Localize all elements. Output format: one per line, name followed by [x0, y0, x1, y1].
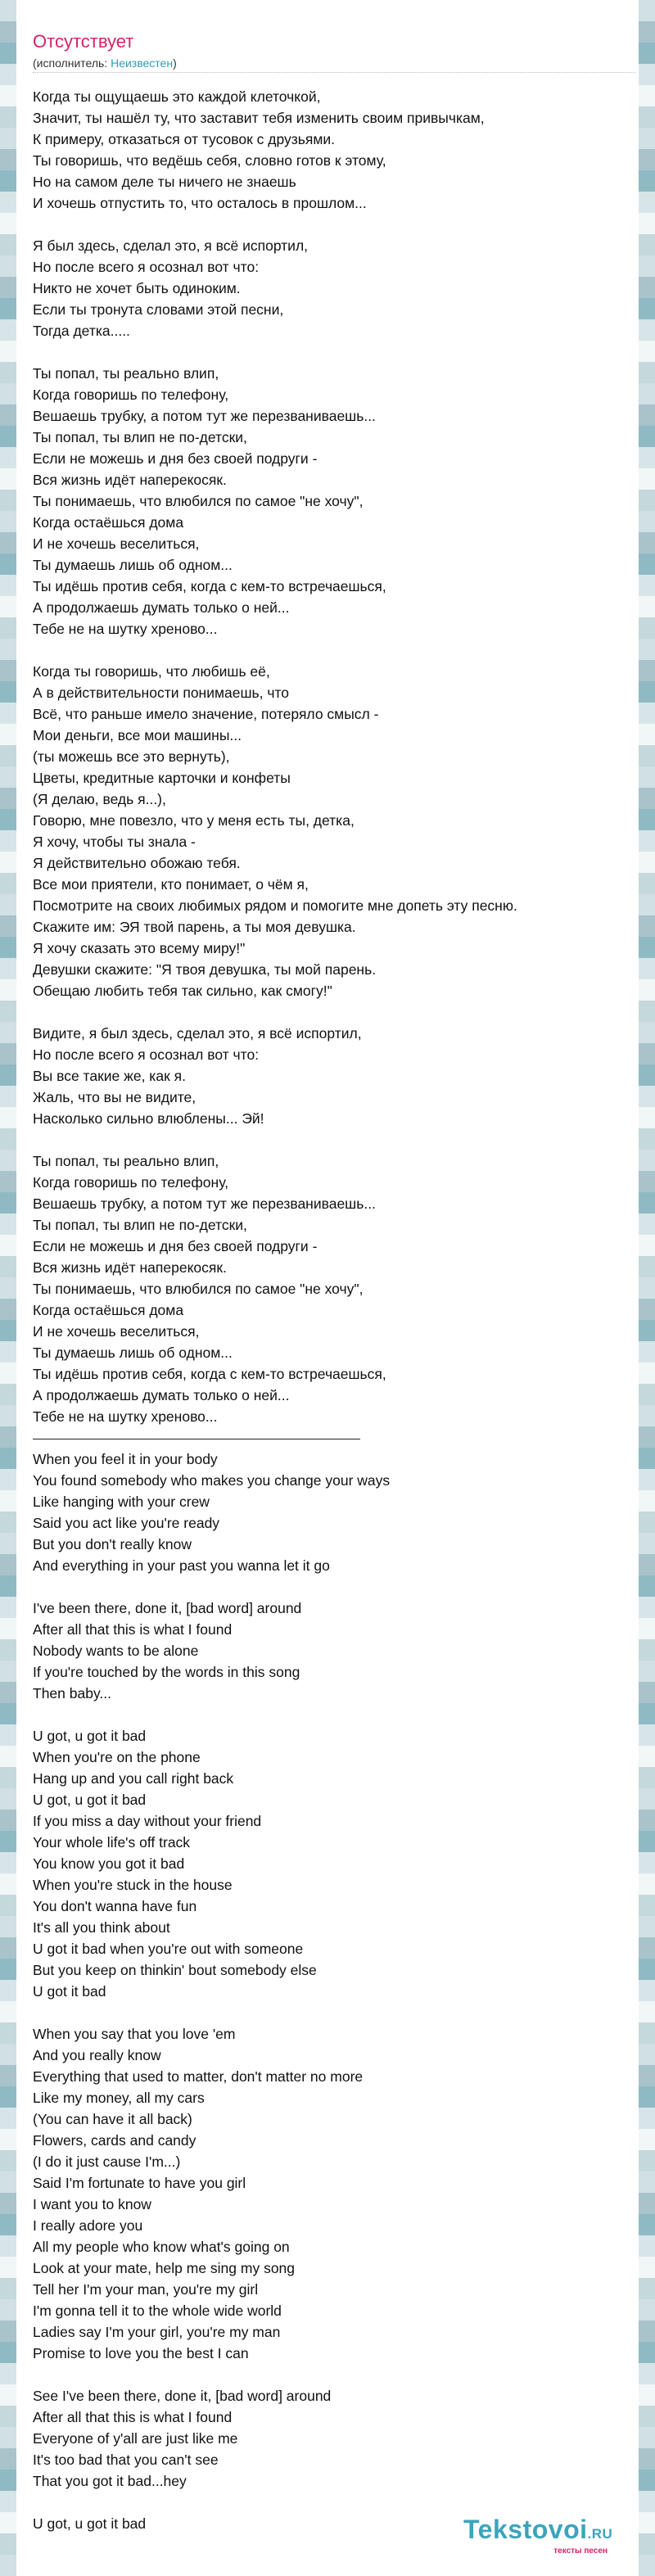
- lyric-line: Ты думаешь лишь об одном...: [33, 1344, 233, 1361]
- lyric-line: Всё, что раньше имело значение, потеряло смысл -: [33, 706, 379, 722]
- lyric-line: Promise to love you the best I can: [33, 2345, 249, 2361]
- header-divider: [33, 72, 635, 73]
- lyric-line: Тебе не на шутку хреново...: [33, 621, 218, 637]
- lyric-line: Жаль, что вы не видите,: [33, 1089, 196, 1105]
- lyric-line: U got, u got it bad: [33, 1728, 147, 1744]
- lyric-line: Hang up and you call right back: [33, 1770, 234, 1787]
- lyrics-blank-line: [33, 1704, 639, 1725]
- lyric-line: И хочешь отпустить то, что осталось в прошлом...: [33, 195, 367, 211]
- lyric-line: When you're stuck in the house: [33, 1877, 233, 1893]
- lyric-line: And you really know: [33, 2047, 161, 2063]
- lyric-line: Вся жизнь идёт наперекосяк.: [33, 1259, 227, 1276]
- lyric-line: Вся жизнь идёт наперекосяк.: [33, 472, 227, 488]
- lyric-line: Ты идёшь против себя, когда с кем-то встречаешься,: [33, 1366, 386, 1382]
- right-striped-border: [639, 0, 655, 2576]
- lyric-line: Вы все такие же, как я.: [33, 1068, 186, 1084]
- lyric-line: Ты попал, ты влип не по-детски,: [33, 1217, 247, 1233]
- lyric-line: (You can have it all back): [33, 2111, 192, 2127]
- lyric-line: All my people who know what's going on: [33, 2239, 290, 2255]
- lyric-line: I've been there, done it, [bad word] around: [33, 1600, 302, 1616]
- lyric-line: Everyone of y'all are just like me: [33, 2430, 238, 2447]
- lyrics-blank-line: [33, 341, 639, 363]
- lyric-line: Said you act like you're ready: [33, 1515, 220, 1531]
- lyric-line: See I've been there, done it, [bad word] around: [33, 2388, 332, 2404]
- lyric-line: You know you got it bad: [33, 1855, 185, 1872]
- logo-tagline: тексты песен: [553, 2547, 608, 2556]
- lyrics-text: [33, 86, 639, 2534]
- lyric-line: It's too bad that you can't see: [33, 2452, 219, 2468]
- lyric-line: Then baby...: [33, 1685, 111, 1702]
- lyric-line: Когда остаёшься дома: [33, 1302, 184, 1318]
- lyric-line: Когда ты говоришь, что любишь её,: [33, 663, 270, 680]
- lyric-line: Look at your mate, help me sing my song: [33, 2260, 296, 2276]
- lyric-line: I really adore you: [33, 2217, 143, 2234]
- lyric-line: Когда говоришь по телефону,: [33, 386, 229, 403]
- song-header: [33, 31, 635, 73]
- lyric-line: When you're on the phone: [33, 1749, 201, 1765]
- lyric-line: Девушки скажите: "Я твоя девушка, ты мой парень.: [33, 961, 377, 978]
- lyric-line: Если не можешь и дня без своей подруги -: [33, 1238, 318, 1254]
- lyric-line: Я хочу сказать это всему миру!": [33, 940, 246, 956]
- lyric-line: Если не можешь и дня без своей подруги -: [33, 450, 318, 467]
- lyric-line: Ты попал, ты реально влип,: [33, 365, 219, 382]
- lyric-line: Но после всего я осознал вот что:: [33, 1046, 260, 1063]
- lyric-line: And everything in your past you wanna let it go: [33, 1557, 330, 1574]
- lyric-line: Но на самом деле ты ничего не знаешь: [33, 174, 296, 190]
- lyric-line: Мои деньги, все мои машины...: [33, 727, 242, 743]
- lyric-line: U got, u got it bad: [33, 2515, 147, 2532]
- lyric-line: That you got it bad...hey: [33, 2473, 187, 2489]
- lyric-line: Никто не хочет быть одиноким.: [33, 280, 241, 296]
- logo-tld: .RU: [587, 2526, 613, 2542]
- lyric-line: U got, u got it bad: [33, 1792, 147, 1808]
- lyric-line: И не хочешь веселиться,: [33, 1323, 200, 1340]
- lyric-line: (ты можешь все это вернуть),: [33, 748, 230, 765]
- lyrics-blank-line: [33, 639, 639, 661]
- lyric-line: Ты идёшь против себя, когда с кем-то встречаешься,: [33, 578, 386, 594]
- lyric-line: Ты думаешь лишь об одном...: [33, 557, 233, 573]
- lyrics-blank-line: [33, 1129, 639, 1150]
- lyric-line: Когда говоришь по телефону,: [33, 1174, 229, 1191]
- logo-wordmark: [463, 2515, 639, 2548]
- lyric-line: Когда остаёшься дома: [33, 514, 184, 531]
- lyric-line: U got it bad: [33, 1983, 106, 2000]
- lyric-line: After all that this is what I found: [33, 1621, 233, 1638]
- lyric-line: Nobody wants to be alone: [33, 1643, 199, 1659]
- lyric-line: But you keep on thinkin' bout somebody else: [33, 1962, 317, 1978]
- lyric-line: I want you to know: [33, 2196, 151, 2212]
- lyric-line: Ты понимаешь, что влюбился по самое "не хочу",: [33, 1281, 364, 1297]
- lyric-line: I'm gonna tell it to the whole wide world: [33, 2303, 282, 2319]
- logo-name: Tekstovoi: [463, 2515, 588, 2544]
- lyric-line: Tell her I'm your man, you're my girl: [33, 2281, 259, 2298]
- lyric-line: Цветы, кредитные карточки и конфеты: [33, 770, 291, 786]
- lyric-line: А в действительности понимаешь, что: [33, 685, 290, 701]
- lyric-line: If you miss a day without your friend: [33, 1813, 262, 1829]
- lyric-line: Я действительно обожаю тебя.: [33, 855, 241, 871]
- artist-link[interactable]: Неизвестен: [111, 56, 174, 70]
- lyric-line: Flowers, cards and candy: [33, 2132, 196, 2149]
- site-logo[interactable]: [463, 2515, 639, 2561]
- lyrics-blank-line: [33, 1001, 639, 1023]
- lyric-line: А продолжаешь думать только о ней...: [33, 1387, 290, 1403]
- left-striped-border: [0, 0, 16, 2576]
- lyric-line: Your whole life's off track: [33, 1834, 191, 1851]
- lyric-line: You don't wanna have fun: [33, 1898, 197, 1914]
- lyric-line: But you don't really know: [33, 1536, 192, 1552]
- lyric-line: Вешаешь трубку, а потом тут же перезваниваешь...: [33, 408, 376, 424]
- lyric-line: Говорю, мне повезло, что у меня есть ты, детка,: [33, 812, 355, 829]
- lyric-line: Когда ты ощущаешь это каждой клеточкой,: [33, 88, 321, 105]
- lyric-line: Но после всего я осознал вот что:: [33, 259, 260, 275]
- lyric-line: When you say that you love 'em: [33, 2026, 236, 2042]
- lyrics-blank-line: [33, 2364, 639, 2385]
- lyric-line: Видите, я был здесь, сделал это, я всё испортил,: [33, 1025, 362, 1042]
- lyric-line: Ladies say I'm your girl, you're my man: [33, 2324, 281, 2340]
- lyrics-blank-line: [33, 214, 639, 235]
- lyric-line: When you feel it in your body: [33, 1451, 218, 1467]
- lyrics-divider: [33, 1427, 639, 1448]
- lyric-line: After all that this is what I found: [33, 2409, 233, 2425]
- lyrics-blank-line: [33, 2002, 639, 2023]
- lyric-line: Ты попал, ты влип не по-детски,: [33, 429, 247, 445]
- lyric-line: Насколько сильно влюблены... Эй!: [33, 1110, 264, 1127]
- lyric-line: (Я делаю, ведь я...),: [33, 791, 166, 807]
- subtitle-prefix: (исполнитель:: [33, 56, 111, 70]
- lyrics-blank-line: [33, 2492, 639, 2513]
- lyric-line: Обещаю любить тебя так сильно, как смогу!": [33, 983, 332, 999]
- lyric-line: Like my money, all my cars: [33, 2090, 205, 2106]
- lyric-line: Тогда детка.....: [33, 323, 130, 339]
- lyric-line: К примеру, отказаться от тусовок с друзьями.: [33, 131, 336, 147]
- lyric-line: If you're touched by the words in this song: [33, 1664, 300, 1680]
- lyric-line: Значит, ты нашёл ту, что заставит тебя изменить своим привычкам,: [33, 110, 485, 126]
- lyric-line: Скажите им: ЭЯ твой парень, а ты моя девушка.: [33, 919, 356, 935]
- lyric-line: Everything that used to matter, don't matter no more: [33, 2068, 364, 2085]
- lyric-line: Like hanging with your crew: [33, 1494, 210, 1510]
- lyric-line: Ты понимаешь, что влюбился по самое "не хочу",: [33, 493, 364, 509]
- lyric-line: И не хочешь веселиться,: [33, 536, 200, 552]
- lyric-line: U got it bad when you're out with someone: [33, 1941, 304, 1957]
- lyric-line: Посмотрите на своих любимых рядом и помогите мне допеть эту песню.: [33, 897, 517, 914]
- lyric-line: Вешаешь трубку, а потом тут же перезваниваешь...: [33, 1195, 376, 1212]
- song-title: Отсутствует: [33, 31, 134, 52]
- lyric-line: Я был здесь, сделал это, я всё испортил,: [33, 237, 309, 254]
- lyrics-page: [16, 0, 639, 2576]
- lyric-line: Ты говоришь, что ведёшь себя, словно готов к этому,: [33, 152, 386, 169]
- lyric-line: (I do it just cause I'm...): [33, 2153, 181, 2170]
- lyrics-blank-line: [33, 1576, 639, 1598]
- subtitle-suffix: ): [173, 56, 177, 70]
- lyric-line: You found somebody who makes you change your ways: [33, 1472, 391, 1489]
- song-subtitle: [33, 56, 635, 70]
- lyric-line: А продолжаешь думать только о ней...: [33, 599, 290, 616]
- lyric-line: It's all you think about: [33, 1919, 170, 1936]
- lyric-line: Said I'm fortunate to have you girl: [33, 2175, 246, 2191]
- lyric-line: Я хочу, чтобы ты знала -: [33, 834, 196, 850]
- lyric-line: Тебе не на шутку хреново...: [33, 1408, 218, 1425]
- lyric-line: Все мои приятели, кто понимает, о чём я,: [33, 876, 309, 893]
- lyric-line: Если ты тронута словами этой песни,: [33, 301, 284, 318]
- lyric-line: Ты попал, ты реально влип,: [33, 1153, 219, 1169]
